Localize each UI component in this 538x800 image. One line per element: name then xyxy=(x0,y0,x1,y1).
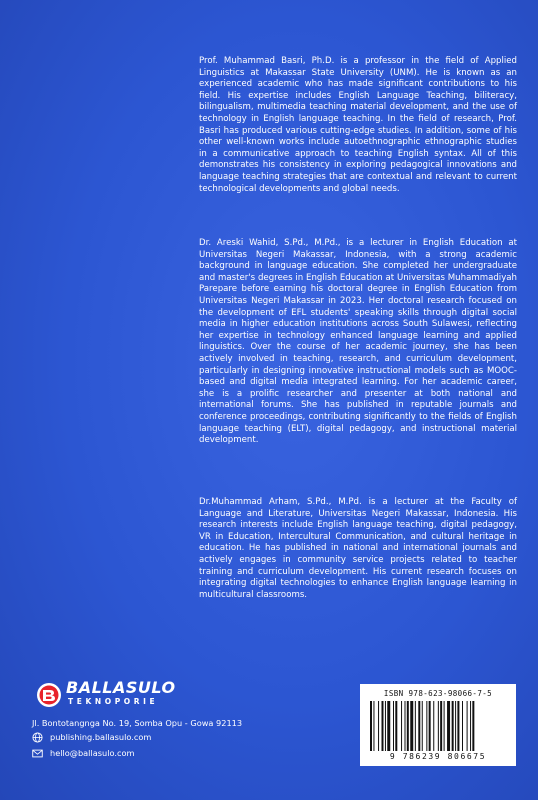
publisher-address: Jl. Bontotangnga No. 19, Somba Opu - Gowa 92113 xyxy=(32,718,243,728)
barcode-digits: 9 786239 806675 xyxy=(389,752,487,761)
website-link[interactable]: publishing.ballasulo.com xyxy=(50,732,152,742)
publisher-subtitle: TEKNOPORIE xyxy=(68,697,159,706)
email-link[interactable]: hello@ballasulo.com xyxy=(50,748,135,758)
author-bio-wahid: Dr. Areski Wahid, S.Pd., M.Pd., is a lecturer in English Education at Universitas Negeri Makassar, Indonesia, with a strong academic background in language education. She completed her undergraduate and master's degrees in English Education at Universitas Muhammadiyah Parepare before earning his doctoral degree in English Education from Universitas Negeri Makassar in 2023. Her doctoral research focused on the development of EFL students' speaking skills through digital social media in higher education institutions across South Sulawesi, reflecting her expertise in technology enhanced language learning and applied linguistics. Over the course of her academic journey, she has been actively involved in teaching, research, and curriculum development, particularly in designing innovative instructional models such as MOOC-based and digital media integrated learning. For her academic career, she is a prolific researcher and presenter at both national and international forums. She has published in reputable journals and conference proceedings, contributing significantly to the fields of English language teaching (ELT), digital pedagogy, and instructional material development. xyxy=(199,238,517,446)
author-bio-arham: Dr.Muhammad Arham, S.Pd., M.Pd. is a lecturer at the Faculty of Language and Literature, Universitas Negeri Makassar, Indonesia. His research interests include English language teaching, digital pedagogy, VR in Education, Intercultural Communication, and cultural heritage in education. He has published in national and international journals and actively engages in community service projects related to teacher training and curriculum development. His current research focuses on integrating digital technologies to enhance English language learning in multicultural classrooms. xyxy=(199,497,517,600)
globe-icon xyxy=(32,732,43,743)
isbn-number: ISBN 978-623-98066-7-5 xyxy=(383,689,493,698)
barcode-icon xyxy=(368,701,508,751)
author-bio-basri: Prof. Muhammad Basri, Ph.D. is a professor in the field of Applied Linguistics at Makassar State University (UNM). He is known as an experienced academic who has made significant contributions to his field. His expertise includes English Language Teaching, biliteracy, bilingualism, multimedia teaching material development, and the use of technology in English language teaching. In the field of research, Prof. Basri has produced various cutting-edge studies. In addition, some of his other well-known works include autoethnographic ethnographic studies in a communicative approach to teaching English syntax. All of this demonstrates his consistency in exploring pedagogical innovations and language teaching strategies that are contextual and relevant to current technological developments and global needs. xyxy=(199,56,517,194)
ballasulo-emblem-icon xyxy=(36,680,62,710)
publisher-name: BALLASULO xyxy=(66,678,176,697)
isbn-barcode-block xyxy=(360,684,516,766)
publisher-logo xyxy=(32,679,202,715)
envelope-icon xyxy=(32,748,43,759)
